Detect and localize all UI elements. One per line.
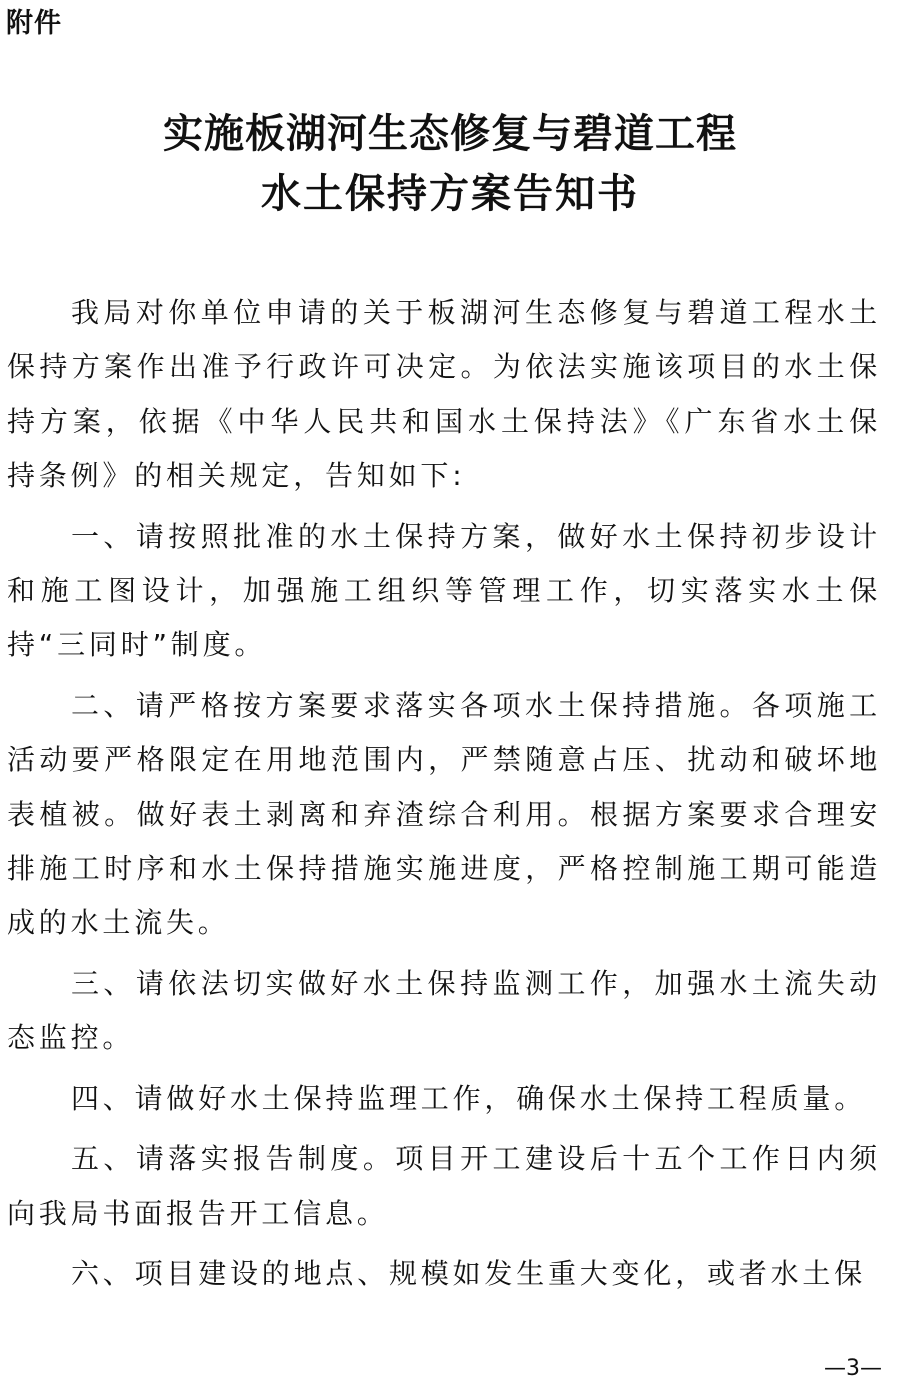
paragraph-item-1: 一、请按照批准的水土保持方案，做好水土保持初步设计和施工图设计，加强施工组织等管理工作，切实落实水土保持“三同时”制度。 <box>7 519 881 662</box>
page-number: —3— <box>824 1356 882 1381</box>
paragraph-item-2: 二、请严格按方案要求落实各项水土保持措施。各项施工活动要严格限定在用地范围内，严禁随意占压、扰动和破坏地表植被。做好表土剥离和弃渣综合利用。根据方案要求合理安排施工时序和水土保持措施实施进度，严格控制施工期可能造成的水土流失。 <box>7 688 881 940</box>
document-title-line-1: 实施板湖河生态修复与碧道工程 <box>163 110 737 157</box>
attachment-label: 附件 <box>6 8 62 39</box>
paragraph-intro: 我局对你单位申请的关于板湖河生态修复与碧道工程水土保持方案作出准予行政许可决定。为依法实施该项目的水土保持方案，依据《中华人民共和国水土保持法》《广东省水土保持条例》的相关规定，告知如下: <box>7 296 881 493</box>
paragraph-item-3: 三、请依法切实做好水土保持监测工作，加强水土流失动态监控。 <box>7 966 881 1055</box>
paragraph-item-5: 五、请落实报告制度。项目开工建设后十五个工作日内须向我局书面报告开工信息。 <box>7 1142 881 1230</box>
document-title-line-2: 水土保持方案告知书 <box>261 170 639 217</box>
paragraph-item-4: 四、请做好水土保持监理工作，确保水土保持工程质量。 <box>71 1081 867 1115</box>
paragraph-item-6: 六、项目建设的地点、规模如发生重大变化，或者水土保 <box>71 1256 867 1290</box>
document-body <box>7 286 881 1301</box>
